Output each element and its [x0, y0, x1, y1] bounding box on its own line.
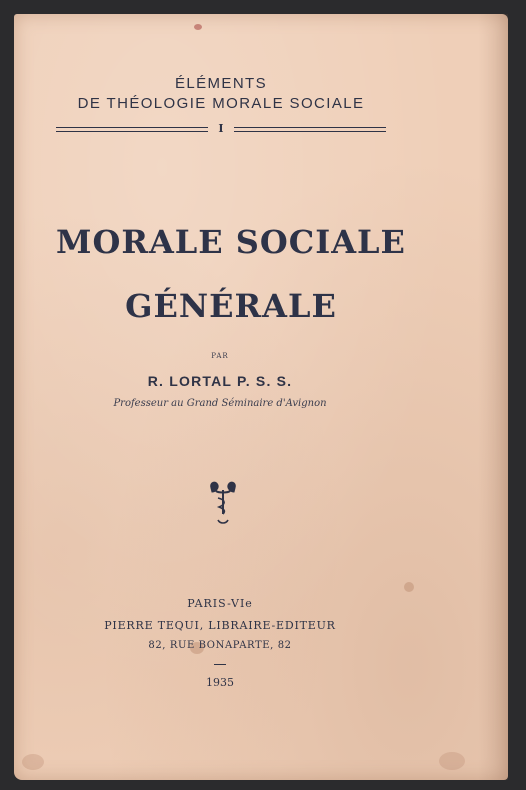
foxing-stain: [194, 24, 202, 30]
double-rule-left: [56, 127, 208, 132]
author-affiliation: Professeur au Grand Séminaire d'Avignon: [113, 398, 327, 409]
publisher-address: 82, RUE BONAPARTE, 82: [148, 640, 292, 651]
book-title-line-1: MORALE SOCIALE: [56, 223, 406, 261]
foxing-stain: [439, 752, 465, 770]
series-title-line-2: DE THÉOLOGIE MORALE SOCIALE: [77, 95, 365, 112]
publication-year: 1935: [206, 676, 234, 689]
foxing-stain: [404, 582, 414, 592]
volume-number: I: [218, 122, 224, 135]
foxing-stain: [22, 754, 44, 770]
publisher-name: PIERRE TEQUI, LIBRAIRE-EDITEUR: [104, 619, 336, 632]
publication-place: PARIS-VIe: [187, 597, 253, 610]
anchor-ornament-icon: [206, 480, 240, 528]
series-title-line-1: ÉLÉMENTS: [174, 75, 268, 92]
author-name: R. LORTAL P. S. S.: [147, 373, 293, 389]
by-label: PAR: [211, 352, 229, 360]
short-divider: [214, 664, 226, 665]
book-title-line-2: GÉNÉRALE: [125, 287, 337, 325]
double-rule-right: [234, 127, 386, 132]
